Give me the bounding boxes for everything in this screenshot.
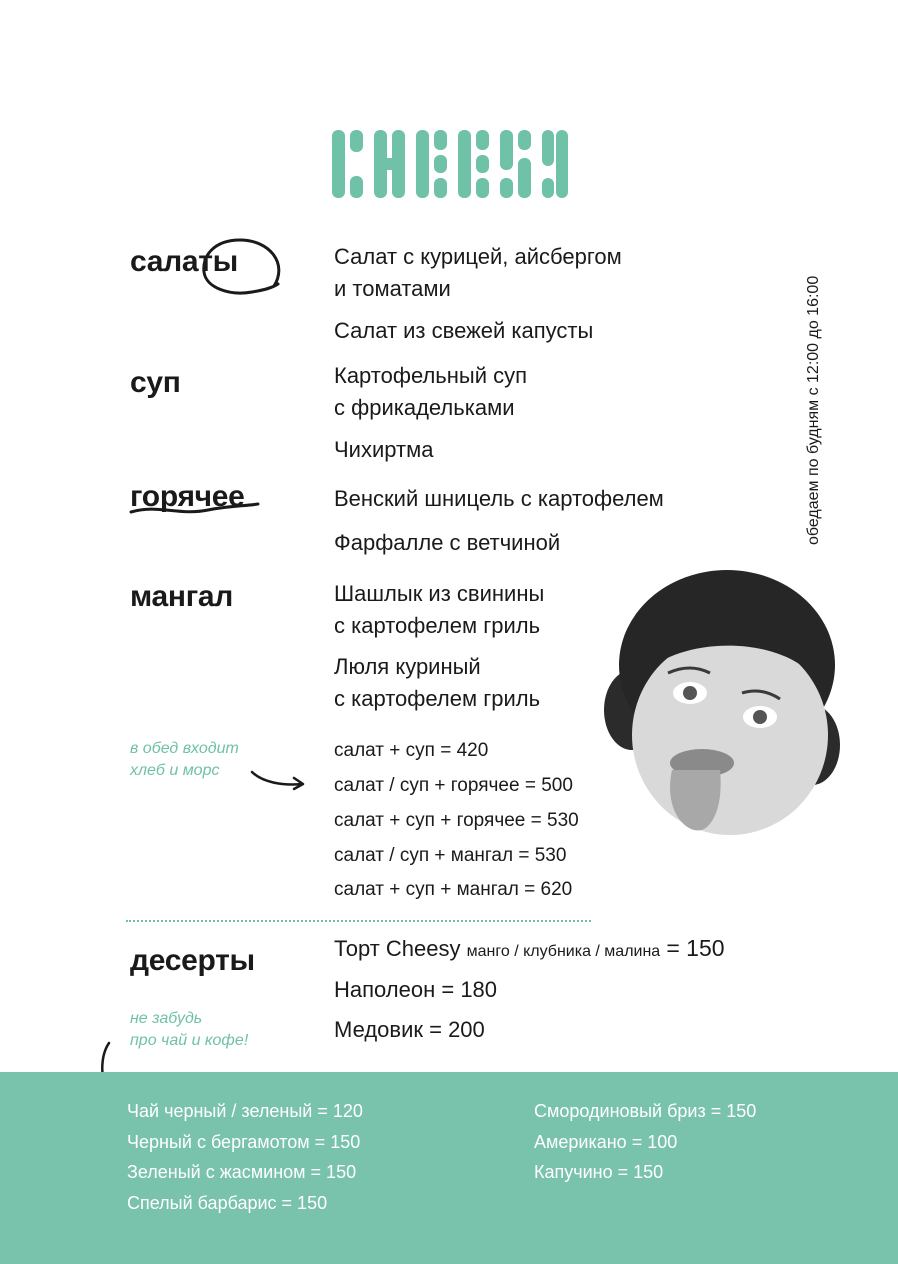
drink-item: Капучино = 150 [534,1162,664,1182]
drink-item: Американо = 100 [534,1132,678,1152]
dish-line: Шашлык из свинины [334,581,545,606]
drink-item: Черный с бергамотом = 150 [127,1132,361,1152]
dish-line: с картофелем гриль [334,613,541,638]
category-soup: суп [130,366,181,399]
drink-item: Спелый барбарис = 150 [127,1193,328,1213]
dish-hot-farfalle: Фарфалле с ветчиной [334,530,561,555]
dessert-napoleon: Наполеон = 180 [334,977,498,1002]
dish-line: Люля куриный [334,654,481,679]
dish-grill-lula [334,651,540,715]
note-line: не забудь [130,1010,203,1027]
lunch-includes-note [130,738,239,782]
cheesy-logo [332,130,568,198]
note-line: в обед входит [130,740,239,757]
dish-soup-chikhirtma: Чихиртма [334,437,434,462]
dish-line: Картофельный суп [334,363,528,388]
combo-price: салат + суп + горячее = 530 [334,810,579,831]
dish-grill-pork [334,578,544,642]
dish-line: с фрикадельками [334,395,515,420]
dessert-medovik: Медовик = 200 [334,1017,485,1042]
dish-line: и томатами [334,276,451,301]
drink-item: Зеленый с жасмином = 150 [127,1162,357,1182]
category-grill: мангал [130,580,234,613]
dish-line: с картофелем гриль [334,686,541,711]
cheesy-logo-mark [332,130,568,198]
arrow-right-icon [248,768,308,792]
hand-drawn-circle [200,234,286,300]
lunch-hours-note: обедаем по будням с 12:00 до 16:00 [805,275,822,545]
drink-item: Смородиновый бриз = 150 [534,1101,757,1121]
dessert-cheesy-cake [334,935,725,962]
category-hot: горячее [130,480,245,513]
dish-line: Салат с курицей, айсбергом [334,244,622,269]
combo-price: салат / суп + мангал = 530 [334,845,567,866]
dish-soup-potato [334,360,527,424]
dotted-divider [126,920,591,922]
dessert-flavors: манго / клубника / малина [466,943,661,960]
dish-salad-chicken [334,241,622,305]
dish-salad-cabbage: Салат из свежей капусты [334,318,594,343]
dessert-name: Торт Cheesy [334,936,461,961]
girl-photo [602,565,842,835]
dessert-price: = 150 [666,935,725,961]
hand-drawn-underline [128,500,264,522]
category-salads-label: салаты [130,245,238,278]
dish-hot-schnitzel: Венский шницель с картофелем [334,486,664,511]
note-line: хлеб и морс [130,762,220,779]
tea-coffee-note [130,1008,248,1052]
note-line: про чай и кофе! [130,1032,249,1049]
combo-price: салат + суп = 420 [334,740,489,761]
combo-price: салат + суп + мангал = 620 [334,879,573,900]
category-desserts: десерты [130,944,255,977]
combo-price: салат / суп + горячее = 500 [334,775,573,796]
drink-item: Чай черный / зеленый = 120 [127,1101,363,1121]
